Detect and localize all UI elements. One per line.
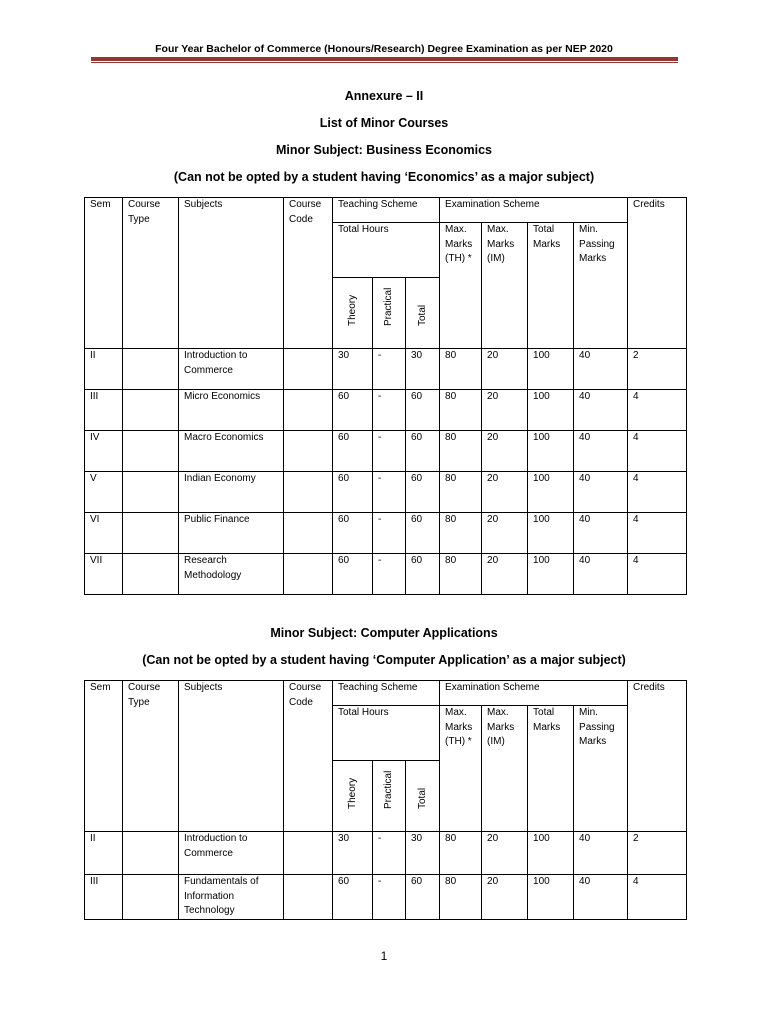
min-passing-cell: 40: [574, 832, 628, 875]
practical-hours-cell: -: [373, 513, 406, 554]
max-marks-th-cell: 80: [440, 431, 482, 472]
course-type-cell: [123, 431, 179, 472]
max-marks-im-cell: 20: [482, 554, 528, 595]
page-header: Four Year Bachelor of Commerce (Honours/Research) Degree Examination as per NEP 2020: [155, 43, 613, 55]
business-economics-table: [84, 197, 687, 595]
minor-subject-2-note: (Can not be opted by a student having ‘Computer Application’ as a major subject): [142, 653, 626, 667]
min-passing-cell: 40: [574, 431, 628, 472]
subject-cell: Introduction to Commerce: [179, 349, 284, 390]
col-header-min-passing: Min. Passing Marks: [574, 223, 628, 349]
col-header-examination-scheme: Examination Scheme: [440, 681, 628, 706]
course-type-cell: [123, 832, 179, 875]
table-row: [85, 875, 687, 920]
practical-hours-cell: -: [373, 390, 406, 431]
max-marks-im-cell: 20: [482, 472, 528, 513]
col-header-total: Total: [416, 304, 428, 326]
col-header-credits: Credits: [628, 681, 687, 832]
course-code-cell: [284, 472, 333, 513]
min-passing-cell: 40: [574, 875, 628, 920]
col-header-max-marks-th: Max. Marks (TH) *: [440, 223, 482, 349]
course-code-cell: [284, 554, 333, 595]
course-code-cell: [284, 431, 333, 472]
practical-hours-cell: -: [373, 875, 406, 920]
max-marks-th-cell: 80: [440, 472, 482, 513]
course-type-cell: [123, 554, 179, 595]
col-header-subjects: Subjects: [179, 198, 284, 349]
min-passing-cell: 40: [574, 513, 628, 554]
total-hours-cell: 60: [406, 390, 440, 431]
credits-cell: 2: [628, 349, 687, 390]
max-marks-th-cell: 80: [440, 513, 482, 554]
total-marks-cell: 100: [528, 472, 574, 513]
table-row: [85, 431, 687, 472]
max-marks-th-cell: 80: [440, 390, 482, 431]
table-row: [85, 390, 687, 431]
col-header-max-marks-th: Max. Marks (TH) *: [440, 706, 482, 832]
subject-cell: Fundamentals of Information Technology: [179, 875, 284, 920]
minor-subject-1-note: (Can not be opted by a student having ‘Economics’ as a major subject): [173, 170, 595, 184]
minor-subject-1-heading: Minor Subject: Business Economics: [275, 143, 492, 157]
total-marks-cell: 100: [528, 513, 574, 554]
credits-cell: 4: [628, 390, 687, 431]
credits-cell: 4: [628, 554, 687, 595]
sem-cell: VI: [85, 513, 123, 554]
col-header-theory: Theory: [346, 777, 358, 809]
theory-hours-cell: 30: [333, 832, 373, 875]
computer-applications-table: [84, 680, 687, 920]
col-header-subjects: Subjects: [179, 681, 284, 832]
sem-cell: III: [85, 390, 123, 431]
max-marks-im-cell: 20: [482, 390, 528, 431]
col-header-teaching-scheme: Teaching Scheme: [333, 681, 440, 706]
subject-cell: Introduction to Commerce: [179, 832, 284, 875]
col-header-theory-cell: [333, 278, 373, 349]
col-header-total-hours: Total Hours: [333, 706, 440, 761]
col-header-practical: Practical: [383, 287, 394, 326]
col-header-practical: Practical: [383, 770, 394, 809]
col-header-course-code: Course Code: [284, 681, 333, 832]
course-code-cell: [284, 349, 333, 390]
credits-cell: 4: [628, 472, 687, 513]
minor-subject-2-heading: Minor Subject: Computer Applications: [270, 626, 498, 640]
col-header-sem: Sem: [85, 681, 123, 832]
total-marks-cell: 100: [528, 832, 574, 875]
total-marks-cell: 100: [528, 875, 574, 920]
theory-hours-cell: 60: [333, 390, 373, 431]
max-marks-th-cell: 80: [440, 832, 482, 875]
practical-hours-cell: -: [373, 472, 406, 513]
course-code-cell: [284, 513, 333, 554]
col-header-theory: Theory: [346, 294, 358, 326]
theory-hours-cell: 60: [333, 472, 373, 513]
col-header-sem: Sem: [85, 198, 123, 349]
theory-hours-cell: 60: [333, 875, 373, 920]
sem-cell: V: [85, 472, 123, 513]
annexure-heading: Annexure – II: [344, 89, 424, 103]
total-marks-cell: 100: [528, 431, 574, 472]
theory-hours-cell: 60: [333, 431, 373, 472]
col-header-course-code: Course Code: [284, 198, 333, 349]
min-passing-cell: 40: [574, 390, 628, 431]
header-rule-thin: [91, 62, 678, 63]
min-passing-cell: 40: [574, 554, 628, 595]
col-header-theory-cell: [333, 761, 373, 832]
max-marks-th-cell: 80: [440, 875, 482, 920]
course-type-cell: [123, 875, 179, 920]
col-header-max-marks-im: Max. Marks (IM): [482, 706, 528, 832]
practical-hours-cell: -: [373, 554, 406, 595]
col-header-examination-scheme: Examination Scheme: [440, 198, 628, 223]
page-number: 1: [380, 949, 388, 963]
credits-cell: 4: [628, 875, 687, 920]
total-hours-cell: 30: [406, 832, 440, 875]
credits-cell: 2: [628, 832, 687, 875]
table-row: [85, 472, 687, 513]
course-code-cell: [284, 832, 333, 875]
col-header-practical-cell: [373, 761, 406, 832]
subject-cell: Indian Economy: [179, 472, 284, 513]
max-marks-im-cell: 20: [482, 875, 528, 920]
subject-cell: Micro Economics: [179, 390, 284, 431]
subject-cell: Public Finance: [179, 513, 284, 554]
sem-cell: III: [85, 875, 123, 920]
practical-hours-cell: -: [373, 349, 406, 390]
col-header-total-marks: Total Marks: [528, 706, 574, 832]
practical-hours-cell: -: [373, 832, 406, 875]
subject-cell: Macro Economics: [179, 431, 284, 472]
theory-hours-cell: 30: [333, 349, 373, 390]
credits-cell: 4: [628, 431, 687, 472]
subject-cell: Research Methodology: [179, 554, 284, 595]
course-type-cell: [123, 472, 179, 513]
col-header-teaching-scheme: Teaching Scheme: [333, 198, 440, 223]
col-header-total-marks: Total Marks: [528, 223, 574, 349]
course-type-cell: [123, 513, 179, 554]
course-type-cell: [123, 390, 179, 431]
col-header-practical-cell: [373, 278, 406, 349]
col-header-total-cell: [406, 278, 440, 349]
col-header-credits: Credits: [628, 198, 687, 349]
theory-hours-cell: 60: [333, 554, 373, 595]
col-header-total-cell: [406, 761, 440, 832]
max-marks-th-cell: 80: [440, 554, 482, 595]
course-type-cell: [123, 349, 179, 390]
sem-cell: II: [85, 349, 123, 390]
theory-hours-cell: 60: [333, 513, 373, 554]
sem-cell: VII: [85, 554, 123, 595]
col-header-course-type: Course Type: [123, 681, 179, 832]
credits-cell: 4: [628, 513, 687, 554]
total-hours-cell: 60: [406, 431, 440, 472]
max-marks-im-cell: 20: [482, 349, 528, 390]
total-marks-cell: 100: [528, 390, 574, 431]
table-row: [85, 554, 687, 595]
total-hours-cell: 60: [406, 875, 440, 920]
col-header-total-hours: Total Hours: [333, 223, 440, 278]
total-hours-cell: 60: [406, 554, 440, 595]
col-header-course-type: Course Type: [123, 198, 179, 349]
max-marks-im-cell: 20: [482, 431, 528, 472]
max-marks-im-cell: 20: [482, 832, 528, 875]
practical-hours-cell: -: [373, 431, 406, 472]
list-title: List of Minor Courses: [319, 116, 449, 130]
course-code-cell: [284, 390, 333, 431]
total-marks-cell: 100: [528, 554, 574, 595]
table-row: [85, 513, 687, 554]
min-passing-cell: 40: [574, 349, 628, 390]
sem-cell: II: [85, 832, 123, 875]
course-code-cell: [284, 875, 333, 920]
col-header-max-marks-im: Max. Marks (IM): [482, 223, 528, 349]
header-rule-thick: [91, 57, 678, 61]
col-header-min-passing: Min. Passing Marks: [574, 706, 628, 832]
sem-cell: IV: [85, 431, 123, 472]
total-hours-cell: 30: [406, 349, 440, 390]
table-row: [85, 349, 687, 390]
max-marks-im-cell: 20: [482, 513, 528, 554]
min-passing-cell: 40: [574, 472, 628, 513]
max-marks-th-cell: 80: [440, 349, 482, 390]
col-header-total: Total: [416, 787, 428, 809]
total-hours-cell: 60: [406, 472, 440, 513]
table-row: [85, 832, 687, 875]
total-hours-cell: 60: [406, 513, 440, 554]
total-marks-cell: 100: [528, 349, 574, 390]
